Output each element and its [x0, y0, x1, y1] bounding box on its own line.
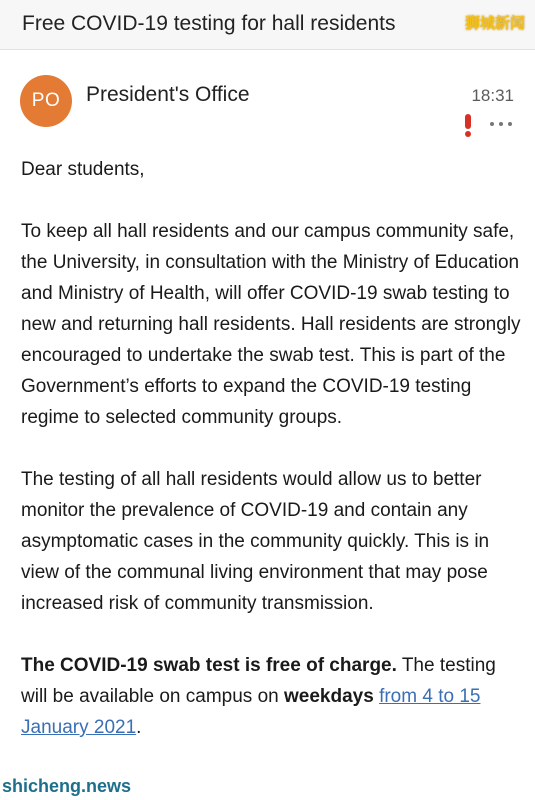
- email-subject: Free COVID-19 testing for hall residents: [22, 12, 396, 35]
- email-body: [21, 154, 521, 743]
- email-time: 18:31: [471, 86, 514, 105]
- email-greeting: Dear students,: [21, 159, 145, 180]
- email-paragraph-2: The testing of all hall residents would allow us to better monitor the prevalence of COVID-19 and contain any asymptomatic cases in the community quickly. This is in view of the communal living environment that may pose increased risk of community transmission.: [21, 469, 490, 614]
- exclamation-flag-icon[interactable]: [460, 112, 476, 138]
- free-of-charge-text: The COVID-19 swab test is free of charge.: [21, 655, 397, 676]
- email-paragraph-1: To keep all hall residents and our campus community safe, the University, in consultation with the Ministry of Education and Ministry of Health, will offer COVID-19 swab testing to new and returning hall residents. Hall residents are strongly encouraged to undertake the swab test. This is part of the Government’s efforts to expand the COVID-19 testing regime to selected community groups.: [21, 221, 521, 428]
- email-paragraph-3: [21, 650, 521, 743]
- sender-name[interactable]: President's Office: [86, 83, 250, 106]
- subject-bar: [0, 0, 535, 50]
- period-text: .: [136, 717, 142, 738]
- sender-avatar[interactable]: PO: [20, 75, 72, 127]
- date-range-link[interactable]: from 4 to 15 January 2021: [21, 686, 481, 738]
- watermark-bottom: shicheng.news: [2, 776, 132, 796]
- weekdays-text: weekdays: [284, 686, 374, 707]
- availability-text: The testing will be available on campus on: [21, 655, 496, 707]
- more-dots-icon[interactable]: [488, 116, 514, 132]
- watermark-top: 狮城新闻: [464, 15, 525, 32]
